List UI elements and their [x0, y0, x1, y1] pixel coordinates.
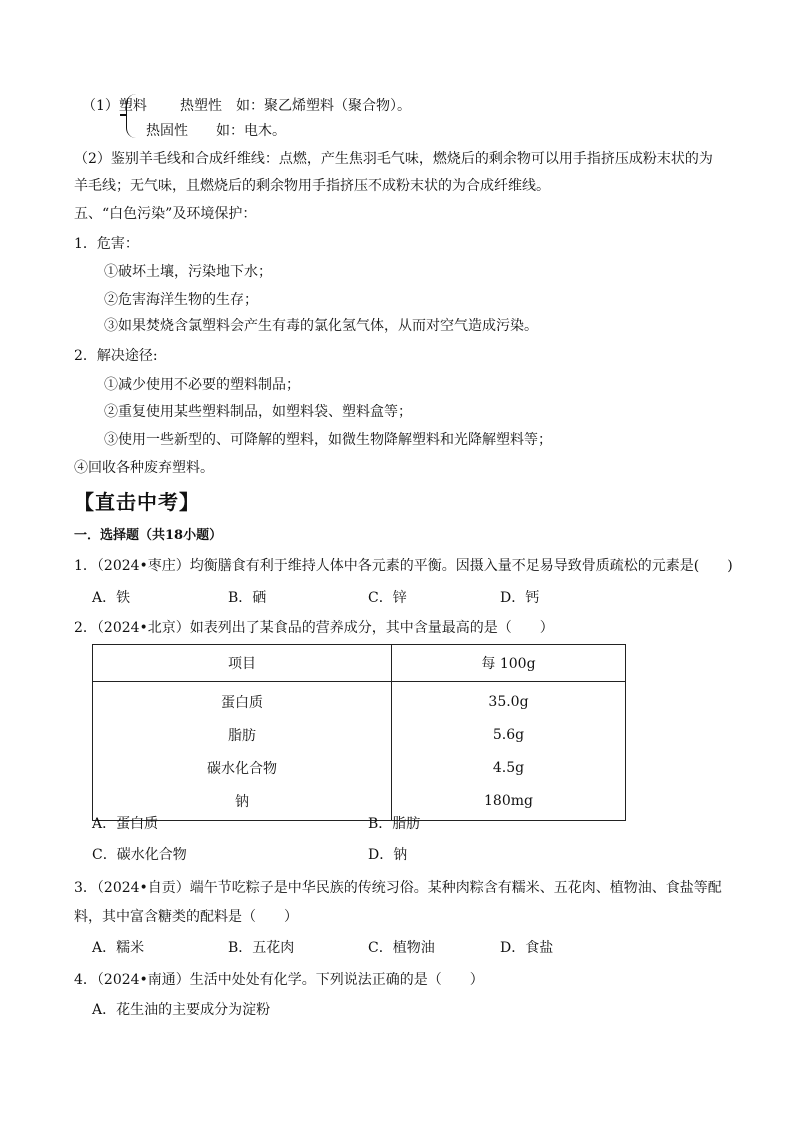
q1-option-c: C．锌 — [368, 590, 407, 606]
plastic-item-1-prefix: （1）塑料 — [82, 98, 147, 114]
harm-item: ③如果焚烧含氯塑料会产生有毒的氯化氢气体，从而对空气造成污染。 — [104, 318, 538, 334]
q1-option-d: D．钙 — [500, 590, 540, 606]
table-cell: 35.0g — [391, 682, 625, 719]
solution-item: ②重复使用某些塑料制品，如塑料袋、塑料盒等； — [104, 404, 412, 420]
q3-option-c: C．植物油 — [368, 940, 435, 956]
table-header: 每 100g — [391, 645, 625, 682]
thermoplastic-example: 如：聚乙烯塑料（聚合物）。 — [236, 98, 411, 114]
harm-item: ②危害海洋生物的生存； — [104, 292, 258, 308]
nutrition-table — [92, 644, 626, 821]
table-row — [93, 751, 626, 784]
q1-option-b: B．硒 — [228, 590, 267, 606]
section-5-title: 五、“白色污染”及环境保护： — [74, 206, 257, 222]
solution-title: 2．解决途径: — [74, 348, 158, 364]
question-4-stem: 4．（2024•南通）生活中处处有化学。下列说法正确的是（ ） — [74, 972, 484, 988]
q3-option-d: D．食盐 — [500, 940, 554, 956]
table-row — [93, 682, 626, 719]
table-row — [93, 784, 626, 821]
table-cell: 蛋白质 — [93, 682, 392, 719]
table-cell: 4.5g — [391, 751, 625, 784]
q2-option-b: B．脂肪 — [368, 816, 421, 832]
question-2-stem: 2．（2024•北京）如表列出了某食品的营养成分，其中含量最高的是（ ） — [74, 620, 554, 636]
table-header-row — [93, 645, 626, 682]
q2-option-d: D．钠 — [368, 847, 408, 863]
table-cell: 180mg — [391, 784, 625, 821]
section-title: 一．选择题（共18小题） — [74, 528, 223, 543]
q3-option-b: B．五花肉 — [228, 940, 295, 956]
harm-item: ①破坏土壤，污染地下水； — [104, 264, 272, 280]
q1-option-a: A．铁 — [92, 590, 131, 606]
thermoset-example: 如：电木。 — [216, 123, 286, 139]
plastic-item-2-line-1: （2）鉴别羊毛线和合成纤维线：点燃，产生焦羽毛气味，燃烧后的剩余物可以用手指挤压成粉末状的为 — [74, 151, 713, 167]
question-3-stem-line-2: 料，其中富含糖类的配料是（ ） — [74, 909, 298, 925]
table-row — [93, 718, 626, 751]
table-cell: 钠 — [93, 784, 392, 821]
harm-title: 1．危害： — [74, 236, 139, 252]
classification-brace — [126, 94, 137, 138]
exam-heading: 【直击中考】 — [74, 490, 200, 514]
plastic-item-2-line-2: 羊毛线；无气味，且燃烧后的剩余物用手指挤压不成粉末状的为合成纤维线。 — [74, 178, 550, 194]
solution-item: ③使用一些新型的、可降解的塑料，如微生物降解塑料和光降解塑料等； — [104, 432, 552, 448]
question-1-stem: 1．（2024•枣庄）均衡膳食有利于维持人体中各元素的平衡。因摄入量不足易导致骨质疏松的元素是( ) — [74, 558, 733, 574]
q4-option-a: A．花生油的主要成分为淀粉 — [92, 1002, 271, 1018]
q2-option-a: A．蛋白质 — [92, 816, 159, 832]
table-cell: 碳水化合物 — [93, 751, 392, 784]
thermoplastic-label: 热塑性 — [180, 98, 222, 114]
table-cell: 脂肪 — [93, 718, 392, 751]
solution-item: ④回收各种废弃塑料。 — [74, 460, 214, 476]
solution-item: ①减少使用不必要的塑料制品； — [104, 377, 300, 393]
thermoset-label: 热固性 — [146, 123, 188, 139]
question-3-stem-line-1: 3．（2024•自贡）端午节吃粽子是中华民族的传统习俗。某种肉粽含有糯米、五花肉、植物油、食盐等配 — [74, 880, 722, 896]
table-cell: 5.6g — [391, 718, 625, 751]
q3-option-a: A．糯米 — [92, 940, 145, 956]
table-header: 项目 — [93, 645, 392, 682]
q2-option-c: C．碳水化合物 — [92, 847, 187, 863]
